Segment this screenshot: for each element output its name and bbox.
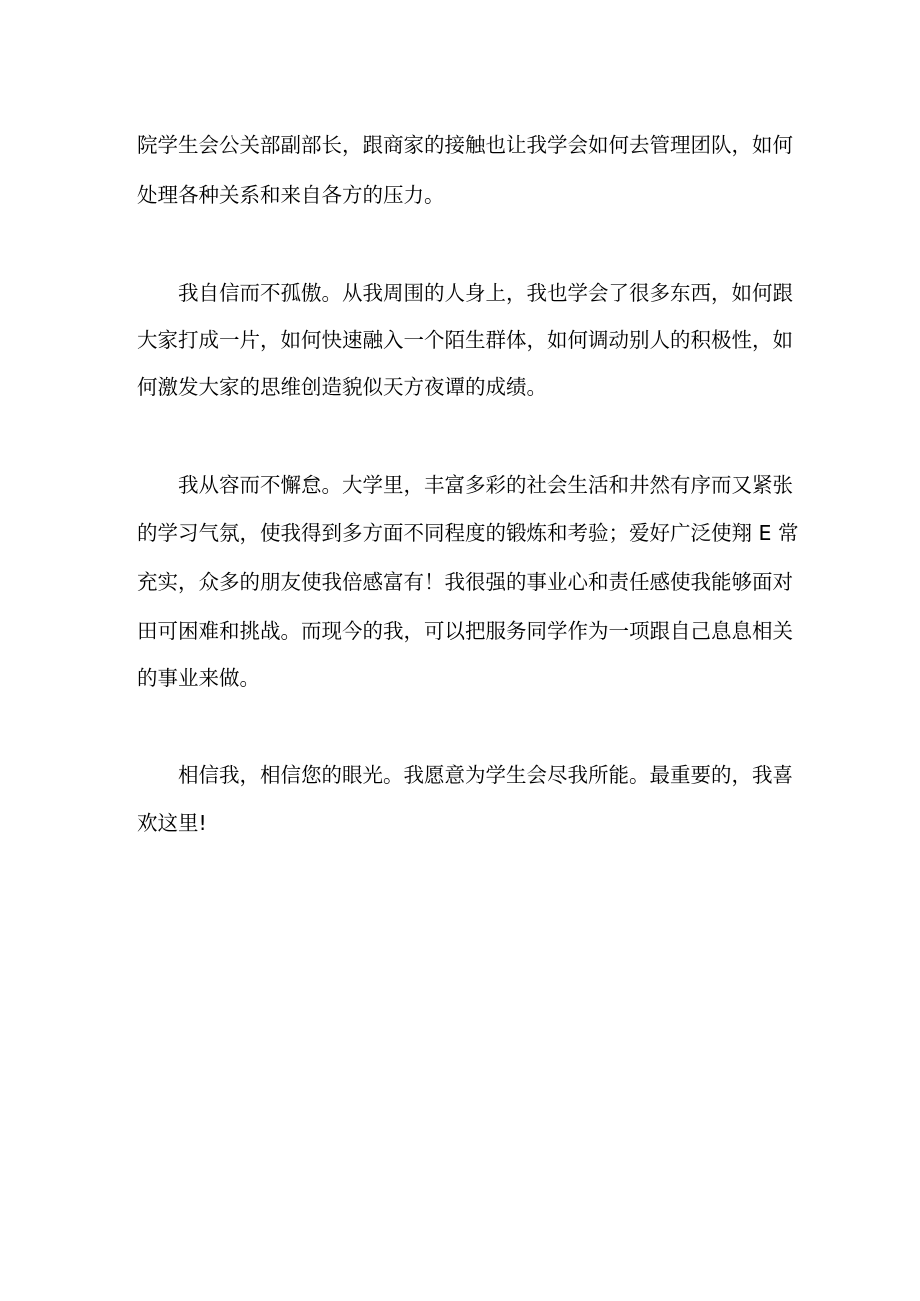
paragraph-3-line-5: 的事业来做。 (137, 666, 260, 690)
paragraph-1-line-2: 处理各种关系和来自各方的压力。 (137, 183, 445, 207)
paragraph-3-line-2: 的学习气氛，使我得到多方面不同程度的锻炼和考验；爱好广泛使翔 E 常 (137, 521, 799, 545)
paragraph-4-line-1: 相信我，相信您的眼光。我愿意为学生会尽我所能。最重要的，我喜 (178, 763, 793, 787)
paragraph-4-line-2: 欢这里! (137, 811, 207, 835)
paragraph-3-line-1: 我从容而不懈怠。大学里，丰富多彩的社会生活和井然有序而又紧张 (178, 473, 793, 497)
paragraph-2-line-3: 何激发大家的思维创造貌似天方夜谭的成绩。 (137, 375, 547, 399)
paragraph-2-line-1: 我自信而不孤傲。从我周围的人身上，我也学会了很多东西，如何跟 (178, 281, 793, 305)
paragraph-3-line-4: 田可困难和挑战。而现今的我，可以把服务同学作为一项跟自己息息相关 (137, 619, 793, 643)
paragraph-2-line-2: 大家打成一片，如何快速融入一个陌生群体，如何调动别人的积极性，如 (137, 328, 793, 352)
paragraph-1-line-1: 院学生会公关部副部长，跟商家的接触也让我学会如何去管理团队，如何 (137, 133, 793, 157)
paragraph-3-line-3: 充实，众多的朋友使我倍感富有！我很强的事业心和责任感使我能够面对 (137, 570, 793, 594)
